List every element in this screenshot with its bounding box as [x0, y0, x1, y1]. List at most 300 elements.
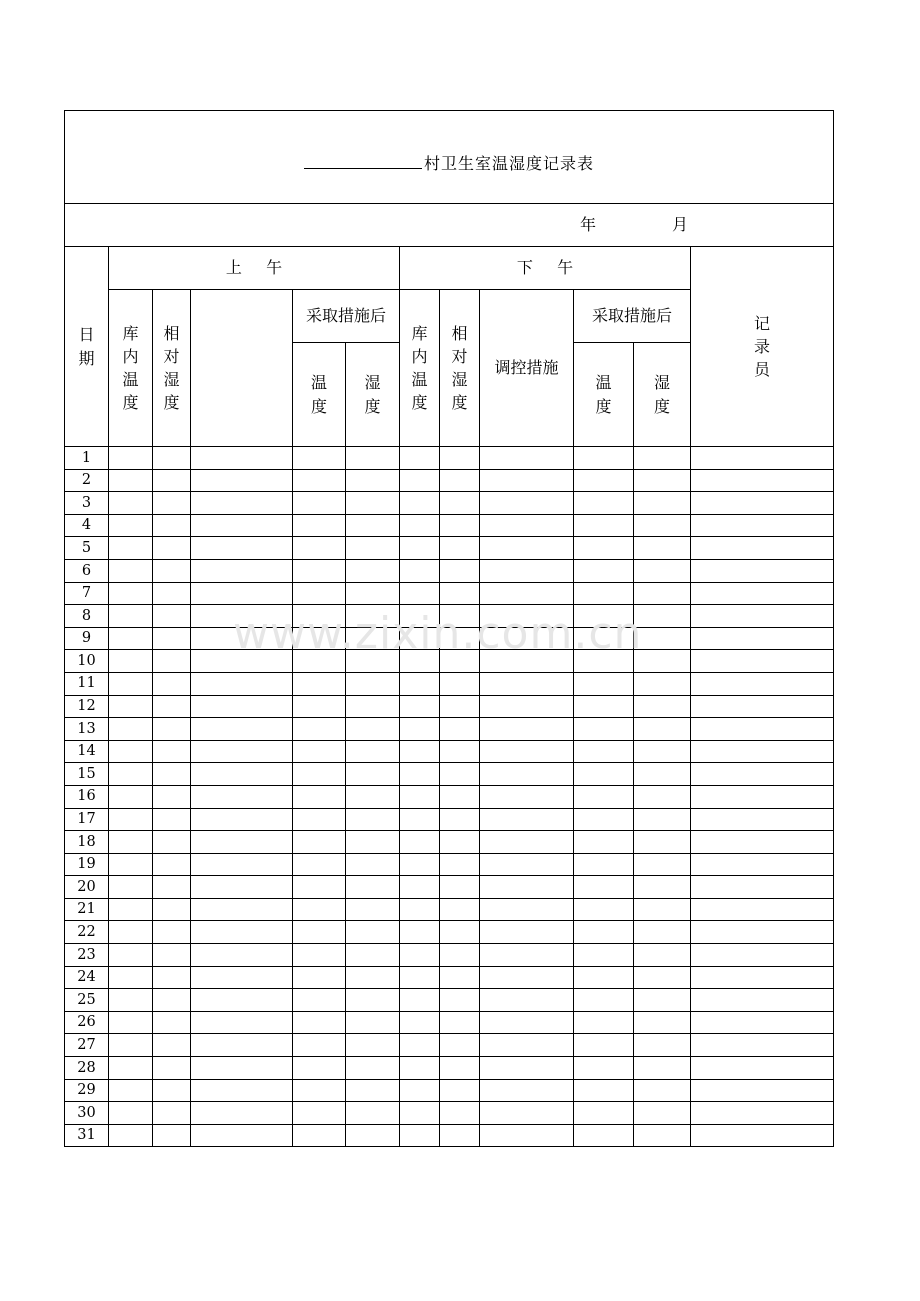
entry-cell[interactable] — [480, 1057, 574, 1080]
entry-cell[interactable] — [293, 627, 346, 650]
entry-cell[interactable] — [153, 876, 191, 899]
entry-cell[interactable] — [346, 559, 400, 582]
entry-cell[interactable] — [574, 695, 634, 718]
entry-cell[interactable] — [109, 966, 153, 989]
entry-cell[interactable] — [400, 808, 440, 831]
entry-cell[interactable] — [440, 785, 480, 808]
entry-cell[interactable] — [293, 514, 346, 537]
entry-cell[interactable] — [191, 605, 293, 628]
entry-cell[interactable] — [191, 559, 293, 582]
entry-cell[interactable] — [691, 537, 834, 560]
entry-cell[interactable] — [153, 1057, 191, 1080]
entry-cell[interactable] — [153, 718, 191, 741]
entry-cell[interactable] — [574, 785, 634, 808]
entry-cell[interactable] — [574, 469, 634, 492]
entry-cell[interactable] — [109, 1124, 153, 1147]
entry-cell[interactable] — [293, 718, 346, 741]
entry-cell[interactable] — [346, 605, 400, 628]
entry-cell[interactable] — [109, 898, 153, 921]
entry-cell[interactable] — [634, 898, 691, 921]
entry-cell[interactable] — [191, 921, 293, 944]
entry-cell[interactable] — [634, 447, 691, 470]
entry-cell[interactable] — [293, 898, 346, 921]
entry-cell[interactable] — [691, 605, 834, 628]
entry-cell[interactable] — [480, 1034, 574, 1057]
entry-cell[interactable] — [109, 695, 153, 718]
entry-cell[interactable] — [191, 853, 293, 876]
entry-cell[interactable] — [634, 514, 691, 537]
entry-cell[interactable] — [691, 740, 834, 763]
entry-cell[interactable] — [691, 785, 834, 808]
entry-cell[interactable] — [440, 763, 480, 786]
entry-cell[interactable] — [153, 627, 191, 650]
entry-cell[interactable] — [109, 944, 153, 967]
entry-cell[interactable] — [574, 672, 634, 695]
entry-cell[interactable] — [153, 921, 191, 944]
entry-cell[interactable] — [293, 537, 346, 560]
entry-cell[interactable] — [346, 447, 400, 470]
entry-cell[interactable] — [400, 831, 440, 854]
entry-cell[interactable] — [480, 785, 574, 808]
entry-cell[interactable] — [153, 1079, 191, 1102]
entry-cell[interactable] — [691, 989, 834, 1012]
entry-cell[interactable] — [480, 559, 574, 582]
entry-cell[interactable] — [400, 1124, 440, 1147]
entry-cell[interactable] — [691, 559, 834, 582]
entry-cell[interactable] — [153, 1102, 191, 1125]
entry-cell[interactable] — [191, 1079, 293, 1102]
entry-cell[interactable] — [191, 989, 293, 1012]
entry-cell[interactable] — [191, 582, 293, 605]
entry-cell[interactable] — [634, 695, 691, 718]
entry-cell[interactable] — [191, 469, 293, 492]
entry-cell[interactable] — [480, 763, 574, 786]
entry-cell[interactable] — [634, 808, 691, 831]
entry-cell[interactable] — [346, 514, 400, 537]
entry-cell[interactable] — [574, 582, 634, 605]
entry-cell[interactable] — [191, 1057, 293, 1080]
entry-cell[interactable] — [400, 492, 440, 515]
entry-cell[interactable] — [480, 921, 574, 944]
entry-cell[interactable] — [440, 966, 480, 989]
entry-cell[interactable] — [691, 876, 834, 899]
entry-cell[interactable] — [480, 1079, 574, 1102]
entry-cell[interactable] — [109, 447, 153, 470]
entry-cell[interactable] — [400, 718, 440, 741]
entry-cell[interactable] — [574, 1057, 634, 1080]
entry-cell[interactable] — [480, 1102, 574, 1125]
entry-cell[interactable] — [109, 740, 153, 763]
entry-cell[interactable] — [153, 695, 191, 718]
entry-cell[interactable] — [440, 1102, 480, 1125]
entry-cell[interactable] — [191, 672, 293, 695]
entry-cell[interactable] — [346, 537, 400, 560]
entry-cell[interactable] — [440, 921, 480, 944]
entry-cell[interactable] — [574, 944, 634, 967]
entry-cell[interactable] — [109, 1079, 153, 1102]
entry-cell[interactable] — [346, 672, 400, 695]
entry-cell[interactable] — [480, 447, 574, 470]
entry-cell[interactable] — [293, 492, 346, 515]
entry-cell[interactable] — [109, 785, 153, 808]
entry-cell[interactable] — [440, 447, 480, 470]
entry-cell[interactable] — [346, 492, 400, 515]
entry-cell[interactable] — [153, 469, 191, 492]
entry-cell[interactable] — [293, 831, 346, 854]
entry-cell[interactable] — [400, 1011, 440, 1034]
entry-cell[interactable] — [574, 559, 634, 582]
entry-cell[interactable] — [346, 808, 400, 831]
entry-cell[interactable] — [400, 740, 440, 763]
entry-cell[interactable] — [400, 695, 440, 718]
entry-cell[interactable] — [634, 740, 691, 763]
entry-cell[interactable] — [634, 650, 691, 673]
entry-cell[interactable] — [153, 785, 191, 808]
entry-cell[interactable] — [440, 1079, 480, 1102]
entry-cell[interactable] — [440, 989, 480, 1012]
entry-cell[interactable] — [191, 1034, 293, 1057]
entry-cell[interactable] — [480, 1124, 574, 1147]
entry-cell[interactable] — [400, 853, 440, 876]
entry-cell[interactable] — [293, 559, 346, 582]
entry-cell[interactable] — [480, 718, 574, 741]
entry-cell[interactable] — [346, 1034, 400, 1057]
entry-cell[interactable] — [691, 1034, 834, 1057]
entry-cell[interactable] — [153, 944, 191, 967]
entry-cell[interactable] — [191, 1102, 293, 1125]
entry-cell[interactable] — [109, 469, 153, 492]
entry-cell[interactable] — [440, 469, 480, 492]
entry-cell[interactable] — [691, 582, 834, 605]
entry-cell[interactable] — [480, 966, 574, 989]
entry-cell[interactable] — [109, 514, 153, 537]
entry-cell[interactable] — [346, 695, 400, 718]
entry-cell[interactable] — [574, 650, 634, 673]
entry-cell[interactable] — [400, 627, 440, 650]
entry-cell[interactable] — [153, 989, 191, 1012]
entry-cell[interactable] — [440, 492, 480, 515]
entry-cell[interactable] — [109, 718, 153, 741]
entry-cell[interactable] — [634, 989, 691, 1012]
entry-cell[interactable] — [191, 831, 293, 854]
entry-cell[interactable] — [191, 740, 293, 763]
entry-cell[interactable] — [440, 898, 480, 921]
entry-cell[interactable] — [691, 627, 834, 650]
entry-cell[interactable] — [153, 537, 191, 560]
entry-cell[interactable] — [346, 876, 400, 899]
entry-cell[interactable] — [691, 763, 834, 786]
entry-cell[interactable] — [634, 537, 691, 560]
entry-cell[interactable] — [634, 763, 691, 786]
entry-cell[interactable] — [691, 808, 834, 831]
entry-cell[interactable] — [109, 1034, 153, 1057]
entry-cell[interactable] — [293, 989, 346, 1012]
entry-cell[interactable] — [191, 627, 293, 650]
entry-cell[interactable] — [293, 921, 346, 944]
entry-cell[interactable] — [691, 718, 834, 741]
entry-cell[interactable] — [346, 898, 400, 921]
entry-cell[interactable] — [480, 627, 574, 650]
entry-cell[interactable] — [634, 627, 691, 650]
entry-cell[interactable] — [691, 1102, 834, 1125]
entry-cell[interactable] — [440, 1057, 480, 1080]
entry-cell[interactable] — [400, 1102, 440, 1125]
entry-cell[interactable] — [109, 763, 153, 786]
entry-cell[interactable] — [480, 695, 574, 718]
entry-cell[interactable] — [691, 898, 834, 921]
entry-cell[interactable] — [153, 1011, 191, 1034]
entry-cell[interactable] — [153, 559, 191, 582]
entry-cell[interactable] — [634, 718, 691, 741]
entry-cell[interactable] — [400, 763, 440, 786]
entry-cell[interactable] — [634, 492, 691, 515]
entry-cell[interactable] — [400, 672, 440, 695]
entry-cell[interactable] — [440, 537, 480, 560]
entry-cell[interactable] — [480, 831, 574, 854]
entry-cell[interactable] — [440, 672, 480, 695]
entry-cell[interactable] — [440, 1011, 480, 1034]
entry-cell[interactable] — [346, 785, 400, 808]
entry-cell[interactable] — [691, 921, 834, 944]
entry-cell[interactable] — [574, 1079, 634, 1102]
entry-cell[interactable] — [153, 831, 191, 854]
entry-cell[interactable] — [634, 876, 691, 899]
entry-cell[interactable] — [346, 1102, 400, 1125]
entry-cell[interactable] — [574, 853, 634, 876]
entry-cell[interactable] — [634, 559, 691, 582]
entry-cell[interactable] — [346, 831, 400, 854]
entry-cell[interactable] — [109, 1102, 153, 1125]
entry-cell[interactable] — [574, 921, 634, 944]
entry-cell[interactable] — [293, 582, 346, 605]
entry-cell[interactable] — [346, 740, 400, 763]
entry-cell[interactable] — [574, 989, 634, 1012]
entry-cell[interactable] — [293, 1124, 346, 1147]
entry-cell[interactable] — [691, 469, 834, 492]
entry-cell[interactable] — [346, 944, 400, 967]
entry-cell[interactable] — [440, 876, 480, 899]
entry-cell[interactable] — [574, 605, 634, 628]
entry-cell[interactable] — [634, 1034, 691, 1057]
entry-cell[interactable] — [691, 650, 834, 673]
entry-cell[interactable] — [153, 740, 191, 763]
entry-cell[interactable] — [293, 1057, 346, 1080]
entry-cell[interactable] — [574, 1102, 634, 1125]
entry-cell[interactable] — [346, 718, 400, 741]
entry-cell[interactable] — [634, 605, 691, 628]
entry-cell[interactable] — [153, 1034, 191, 1057]
entry-cell[interactable] — [440, 1034, 480, 1057]
entry-cell[interactable] — [440, 650, 480, 673]
entry-cell[interactable] — [293, 763, 346, 786]
entry-cell[interactable] — [480, 1011, 574, 1034]
entry-cell[interactable] — [191, 944, 293, 967]
entry-cell[interactable] — [691, 831, 834, 854]
entry-cell[interactable] — [440, 718, 480, 741]
entry-cell[interactable] — [480, 672, 574, 695]
entry-cell[interactable] — [574, 808, 634, 831]
entry-cell[interactable] — [109, 831, 153, 854]
entry-cell[interactable] — [634, 1011, 691, 1034]
entry-cell[interactable] — [191, 650, 293, 673]
entry-cell[interactable] — [293, 944, 346, 967]
entry-cell[interactable] — [400, 989, 440, 1012]
entry-cell[interactable] — [191, 898, 293, 921]
entry-cell[interactable] — [440, 740, 480, 763]
entry-cell[interactable] — [153, 898, 191, 921]
entry-cell[interactable] — [480, 650, 574, 673]
entry-cell[interactable] — [480, 740, 574, 763]
entry-cell[interactable] — [440, 944, 480, 967]
entry-cell[interactable] — [191, 718, 293, 741]
entry-cell[interactable] — [191, 785, 293, 808]
entry-cell[interactable] — [191, 876, 293, 899]
entry-cell[interactable] — [109, 537, 153, 560]
entry-cell[interactable] — [109, 876, 153, 899]
entry-cell[interactable] — [109, 853, 153, 876]
entry-cell[interactable] — [480, 469, 574, 492]
entry-cell[interactable] — [346, 1079, 400, 1102]
entry-cell[interactable] — [400, 1034, 440, 1057]
entry-cell[interactable] — [109, 808, 153, 831]
entry-cell[interactable] — [346, 853, 400, 876]
entry-cell[interactable] — [691, 966, 834, 989]
entry-cell[interactable] — [191, 492, 293, 515]
entry-cell[interactable] — [634, 672, 691, 695]
entry-cell[interactable] — [153, 650, 191, 673]
entry-cell[interactable] — [400, 898, 440, 921]
entry-cell[interactable] — [346, 1057, 400, 1080]
entry-cell[interactable] — [293, 1011, 346, 1034]
entry-cell[interactable] — [293, 966, 346, 989]
entry-cell[interactable] — [153, 605, 191, 628]
entry-cell[interactable] — [293, 695, 346, 718]
entry-cell[interactable] — [480, 605, 574, 628]
entry-cell[interactable] — [440, 808, 480, 831]
entry-cell[interactable] — [346, 921, 400, 944]
entry-cell[interactable] — [440, 605, 480, 628]
entry-cell[interactable] — [346, 582, 400, 605]
entry-cell[interactable] — [293, 1102, 346, 1125]
entry-cell[interactable] — [153, 514, 191, 537]
entry-cell[interactable] — [574, 898, 634, 921]
entry-cell[interactable] — [440, 695, 480, 718]
entry-cell[interactable] — [109, 650, 153, 673]
entry-cell[interactable] — [634, 582, 691, 605]
entry-cell[interactable] — [153, 672, 191, 695]
entry-cell[interactable] — [691, 514, 834, 537]
entry-cell[interactable] — [574, 1124, 634, 1147]
entry-cell[interactable] — [153, 763, 191, 786]
entry-cell[interactable] — [574, 1011, 634, 1034]
entry-cell[interactable] — [346, 763, 400, 786]
entry-cell[interactable] — [691, 853, 834, 876]
entry-cell[interactable] — [400, 921, 440, 944]
entry-cell[interactable] — [574, 763, 634, 786]
entry-cell[interactable] — [400, 650, 440, 673]
entry-cell[interactable] — [153, 582, 191, 605]
entry-cell[interactable] — [400, 1057, 440, 1080]
entry-cell[interactable] — [191, 514, 293, 537]
entry-cell[interactable] — [400, 966, 440, 989]
entry-cell[interactable] — [691, 1079, 834, 1102]
entry-cell[interactable] — [191, 1011, 293, 1034]
entry-cell[interactable] — [480, 898, 574, 921]
entry-cell[interactable] — [691, 1011, 834, 1034]
entry-cell[interactable] — [574, 627, 634, 650]
entry-cell[interactable] — [574, 492, 634, 515]
entry-cell[interactable] — [634, 921, 691, 944]
entry-cell[interactable] — [400, 537, 440, 560]
entry-cell[interactable] — [293, 447, 346, 470]
entry-cell[interactable] — [574, 514, 634, 537]
entry-cell[interactable] — [634, 1102, 691, 1125]
entry-cell[interactable] — [400, 1079, 440, 1102]
entry-cell[interactable] — [293, 876, 346, 899]
entry-cell[interactable] — [293, 672, 346, 695]
entry-cell[interactable] — [400, 582, 440, 605]
entry-cell[interactable] — [153, 853, 191, 876]
entry-cell[interactable] — [574, 718, 634, 741]
entry-cell[interactable] — [293, 605, 346, 628]
entry-cell[interactable] — [191, 966, 293, 989]
entry-cell[interactable] — [400, 514, 440, 537]
entry-cell[interactable] — [346, 989, 400, 1012]
entry-cell[interactable] — [400, 605, 440, 628]
entry-cell[interactable] — [440, 1124, 480, 1147]
entry-cell[interactable] — [574, 831, 634, 854]
entry-cell[interactable] — [109, 1057, 153, 1080]
entry-cell[interactable] — [691, 672, 834, 695]
entry-cell[interactable] — [480, 944, 574, 967]
entry-cell[interactable] — [440, 559, 480, 582]
entry-cell[interactable] — [480, 808, 574, 831]
entry-cell[interactable] — [293, 808, 346, 831]
entry-cell[interactable] — [691, 1124, 834, 1147]
entry-cell[interactable] — [109, 582, 153, 605]
entry-cell[interactable] — [634, 785, 691, 808]
entry-cell[interactable] — [153, 1124, 191, 1147]
entry-cell[interactable] — [109, 605, 153, 628]
entry-cell[interactable] — [293, 469, 346, 492]
entry-cell[interactable] — [480, 514, 574, 537]
entry-cell[interactable] — [109, 1011, 153, 1034]
entry-cell[interactable] — [293, 650, 346, 673]
entry-cell[interactable] — [574, 447, 634, 470]
entry-cell[interactable] — [480, 853, 574, 876]
entry-cell[interactable] — [574, 966, 634, 989]
entry-cell[interactable] — [191, 447, 293, 470]
entry-cell[interactable] — [691, 944, 834, 967]
entry-cell[interactable] — [400, 876, 440, 899]
entry-cell[interactable] — [440, 853, 480, 876]
entry-cell[interactable] — [440, 627, 480, 650]
entry-cell[interactable] — [574, 876, 634, 899]
entry-cell[interactable] — [191, 808, 293, 831]
entry-cell[interactable] — [634, 853, 691, 876]
entry-cell[interactable] — [346, 1011, 400, 1034]
entry-cell[interactable] — [191, 763, 293, 786]
entry-cell[interactable] — [400, 469, 440, 492]
entry-cell[interactable] — [480, 989, 574, 1012]
entry-cell[interactable] — [634, 831, 691, 854]
entry-cell[interactable] — [480, 582, 574, 605]
entry-cell[interactable] — [574, 740, 634, 763]
entry-cell[interactable] — [574, 537, 634, 560]
entry-cell[interactable] — [480, 876, 574, 899]
entry-cell[interactable] — [440, 514, 480, 537]
entry-cell[interactable] — [153, 966, 191, 989]
